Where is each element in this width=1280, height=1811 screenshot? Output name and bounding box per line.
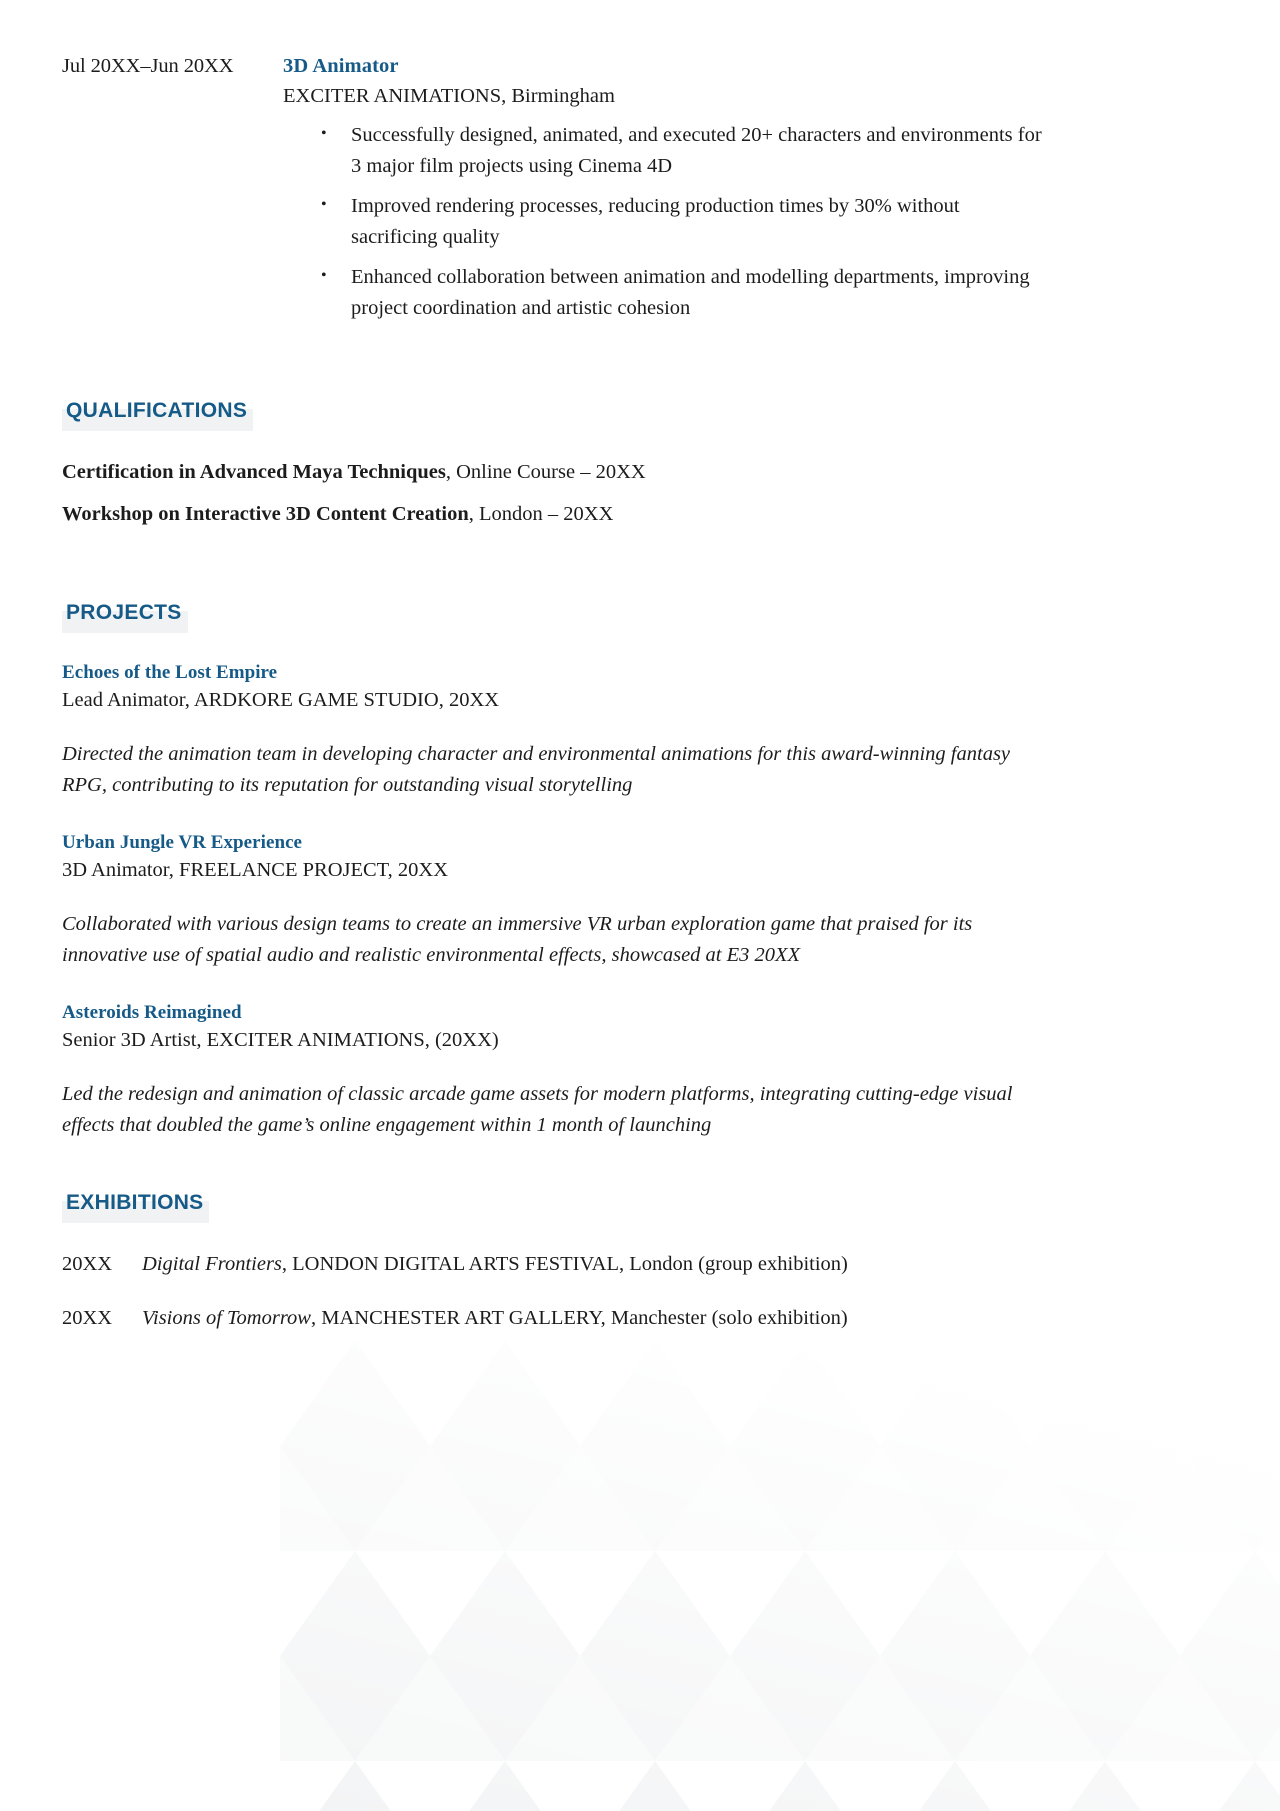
projects-heading-wrap xyxy=(62,601,1218,625)
exhibition-year: 20XX xyxy=(62,1307,113,1329)
spacer xyxy=(62,1215,1218,1249)
project-description: Directed the animation team in developing character and environmental animations for this award-winning fantasy RPG, contributing to its reputation for outstanding visual storytelling xyxy=(62,743,1011,796)
experience-body xyxy=(282,52,1218,323)
project-role: Lead Animator, ARDKORE GAME STUDIO, 20XX xyxy=(62,689,500,711)
spacer xyxy=(62,423,1218,457)
experience-dates: Jul 20XX–Jun 20XX xyxy=(62,55,234,77)
exhibition-item xyxy=(62,1303,1218,1333)
spacer xyxy=(62,625,1218,659)
qualification-title: Workshop on Interactive 3D Content Creation xyxy=(62,503,469,525)
exhibition-name: Digital Frontiers xyxy=(142,1253,282,1275)
exhibition-detail: , MANCHESTER ART GALLERY, Manchester (solo exhibition) xyxy=(311,1307,848,1329)
qualification-item xyxy=(62,457,1218,487)
exhibition-name: Visions of Tomorrow xyxy=(142,1307,311,1329)
qualification-detail: , Online Course – 20XX xyxy=(445,461,646,483)
project-description: Led the redesign and animation of classic arcade game assets for modern platforms, integrating cutting-edge visual effects that doubled the game’s online engagement within 1 month of launching xyxy=(62,1083,1013,1136)
list-item: • Successfully designed, animated, and executed 20+ characters and environments for 3 major film projects using Cinema 4D xyxy=(321,120,1051,181)
section-heading-qualifications: QUALIFICATIONS xyxy=(62,399,253,423)
spacer xyxy=(62,541,1218,601)
project-title: Asteroids Reimagined xyxy=(62,1002,242,1023)
qualification-title: Certification in Advanced Maya Techniques xyxy=(62,461,446,483)
experience-bullet-list xyxy=(283,120,1218,323)
experience-entry xyxy=(62,52,1218,323)
experience-organisation: EXCITER ANIMATIONS, Birmingham xyxy=(283,85,615,107)
project-role: Senior 3D Artist, EXCITER ANIMATIONS, (20XX) xyxy=(62,1029,499,1051)
experience-job-title: 3D Animator xyxy=(283,55,399,77)
list-item: • Enhanced collaboration between animation and modelling departments, improving project coordination and artistic cohesion xyxy=(321,262,1051,323)
projects-section xyxy=(62,601,1218,1141)
exhibitions-heading-wrap xyxy=(62,1191,1218,1215)
section-heading-projects: PROJECTS xyxy=(62,601,188,625)
project-entry xyxy=(62,999,1218,1141)
exhibitions-section xyxy=(62,1191,1218,1333)
project-role: 3D Animator, FREELANCE PROJECT, 20XX xyxy=(62,859,449,881)
project-entry xyxy=(62,659,1218,801)
project-title: Urban Jungle VR Experience xyxy=(62,832,303,853)
section-heading-exhibitions: EXHIBITIONS xyxy=(62,1191,209,1215)
spacer xyxy=(62,1141,1218,1191)
exhibition-text xyxy=(142,1249,848,1279)
exhibition-item xyxy=(62,1249,1218,1279)
qualifications-section xyxy=(62,399,1218,529)
exhibition-detail: , LONDON DIGITAL ARTS FESTIVAL, London (group exhibition) xyxy=(281,1253,848,1275)
diamond-watermark xyxy=(280,1341,1280,1811)
list-item: • Improved rendering processes, reducing production times by 30% without sacrificing quality xyxy=(321,191,1051,252)
exhibition-year: 20XX xyxy=(62,1253,113,1275)
exhibition-text xyxy=(142,1303,848,1333)
spacer xyxy=(62,323,1218,399)
project-title: Echoes of the Lost Empire xyxy=(62,662,278,683)
project-description: Collaborated with various design teams to create an immersive VR urban exploration game that praised for its innovative use of spatial audio and realistic environmental effects, showcased at E3 20XX xyxy=(62,913,973,966)
qualification-item xyxy=(62,499,1218,529)
project-entry xyxy=(62,829,1218,971)
qualifications-heading-wrap xyxy=(62,399,1218,423)
qualification-detail: , London – 20XX xyxy=(468,503,614,525)
